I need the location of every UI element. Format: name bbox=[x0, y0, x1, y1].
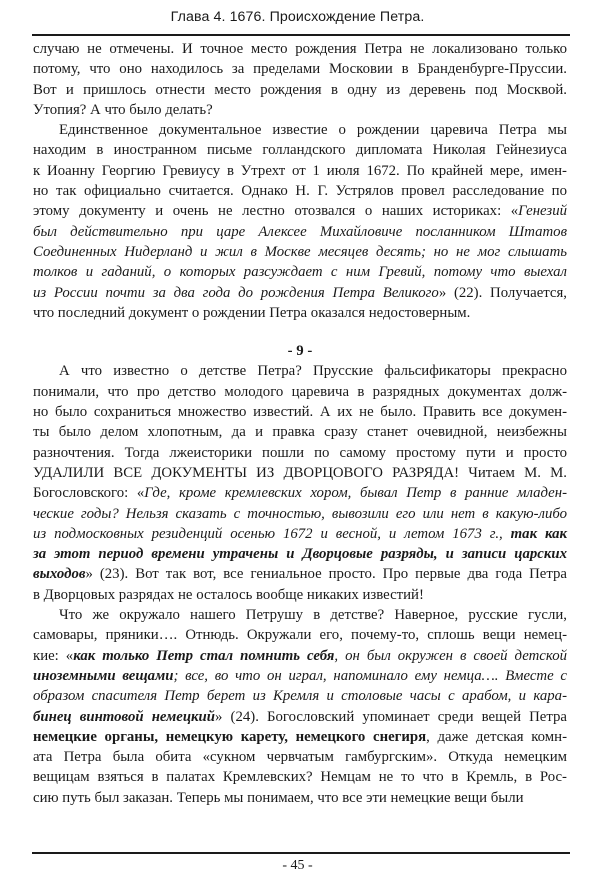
text-line bbox=[33, 39, 567, 59]
text-line bbox=[33, 201, 567, 221]
text-run: Единственное документальное известие о рождении царевича Петра мы bbox=[59, 122, 567, 139]
text-line bbox=[33, 483, 567, 503]
text-run: но было сохраниться множество известий. А их не было. Править все докумен- bbox=[33, 404, 567, 421]
text-run: самовары, пряники…. Отнюдь. Окружали его, почему-то, сплошь вещи немец- bbox=[33, 627, 567, 644]
text-line bbox=[33, 283, 567, 303]
text-line bbox=[33, 422, 567, 442]
page-body bbox=[33, 39, 567, 808]
text-run: ты было делом хлопотным, да и правка сразу станет очевидной, неизбежны bbox=[33, 424, 567, 441]
emphasized-text: бинец винтовой немецкий bbox=[33, 708, 216, 725]
text-line bbox=[33, 504, 567, 524]
emphasized-text: иноземными вещами bbox=[33, 667, 174, 684]
emphasized-text: Генезий bbox=[518, 203, 567, 220]
text-line bbox=[33, 303, 567, 323]
emphasized-text: образом спасителя Петр берет из Кремля и столовые часы с арабом, и кара- bbox=[33, 688, 567, 705]
emphasized-text: Где, кроме кремлевских хором, бывал Петр в ранние младен- bbox=[144, 485, 568, 502]
text-line bbox=[33, 59, 567, 79]
paragraph bbox=[33, 361, 567, 605]
text-run: , даже детская комн- bbox=[426, 728, 567, 745]
header-rule bbox=[32, 34, 570, 36]
emphasized-text: так как bbox=[510, 525, 568, 542]
text-line bbox=[33, 605, 567, 625]
text-line bbox=[33, 100, 567, 120]
text-line bbox=[33, 242, 567, 262]
text-run: » (23). Вот так вот, все гениальное просто. Про первые два года Петра bbox=[85, 566, 567, 583]
text-line bbox=[33, 788, 567, 808]
text-line bbox=[33, 361, 567, 381]
emphasized-text: Соединенных Нидерланд и жил в Москве месяцев десять; но не мог слышать bbox=[33, 243, 567, 260]
paragraph bbox=[33, 605, 567, 808]
text-line bbox=[33, 262, 567, 282]
text-run: потому, что оно находилось за пределами Московии в Бранденбурге-Пруссии. bbox=[33, 61, 567, 78]
running-head: Глава 4. 1676. Происхождение Петра. bbox=[170, 9, 425, 25]
text-line bbox=[33, 646, 567, 666]
text-line bbox=[33, 625, 567, 645]
text-line bbox=[33, 727, 567, 747]
text-run: Вот и пришлось отнести место рождения в одну из деревень под Москвой. bbox=[33, 81, 567, 98]
emphasized-text: немецкие органы, немецкую карету, немецкого снегиря bbox=[33, 728, 427, 745]
paragraph bbox=[33, 120, 567, 323]
text-line bbox=[33, 707, 567, 727]
text-line bbox=[33, 666, 567, 686]
emphasized-text: был действительно при царе Алексее Михайловиче посланником Штатов bbox=[33, 223, 567, 240]
text-run: но так официально считается. Однако Н. Г. Устрялов провел расследование по bbox=[33, 183, 567, 200]
text-run: Что же окружало нашего Петрушу в детстве? Наверное, русские гусли, bbox=[59, 607, 567, 624]
page-number: - 45 - bbox=[282, 858, 313, 873]
text-line bbox=[33, 120, 567, 140]
text-line bbox=[33, 747, 567, 767]
text-line bbox=[33, 80, 567, 100]
text-line bbox=[33, 686, 567, 706]
text-line bbox=[33, 181, 567, 201]
text-line bbox=[33, 140, 567, 160]
text-run: понимали, что про детство молодого царевича в разрядных документах долж- bbox=[33, 383, 567, 400]
text-line bbox=[33, 443, 567, 463]
section-gap bbox=[33, 323, 567, 341]
emphasized-text: за этот период времени утрачены и Дворцовые разряды, и записи царских bbox=[33, 546, 567, 563]
text-run: находим в иностранном письме голландского дипломата Николая Гейнезиуса bbox=[33, 142, 567, 159]
text-run: Утопия? А что было делать? bbox=[33, 101, 213, 118]
text-line bbox=[33, 544, 567, 564]
text-line bbox=[33, 463, 567, 483]
text-run: » (22). Получается, bbox=[438, 284, 567, 301]
emphasized-text: из подмосковных резиденций осенью 1672 и весной, и летом 1673 г., bbox=[33, 525, 511, 542]
text-line bbox=[33, 402, 567, 422]
section-number: - 9 - bbox=[287, 343, 313, 360]
emphasized-text: , он был окружен в своей детской bbox=[334, 647, 568, 664]
emphasized-text: как только Петр стал помнить себя bbox=[73, 647, 335, 664]
footer-rule bbox=[32, 852, 570, 854]
text-run: вещицам взяться в палатах Кремлевских? Немцам не то что в Кремль, в Рос- bbox=[33, 769, 567, 786]
text-run: к Иоанну Георгию Гревиусу в Утрехт от 1 июля 1672. По крайней мере, имен- bbox=[33, 162, 567, 179]
text-line bbox=[33, 222, 567, 242]
emphasized-text: ; все, во что он играл, напоминало ему немца…. Вместе с bbox=[173, 667, 567, 684]
text-line bbox=[33, 161, 567, 181]
text-run: этому документу и очень не лестно отозвался о наших историках: « bbox=[33, 203, 519, 220]
paragraph bbox=[33, 39, 567, 120]
text-run: разночтения. Тогда лжеисторики пошли по самому простому пути и просто bbox=[33, 444, 567, 461]
text-run: А что известно о детстве Петра? Прусские фальсификаторы прекрасно bbox=[59, 363, 567, 380]
text-run: УДАЛИЛИ ВСЕ ДОКУМЕНТЫ ИЗ ДВОРЦОВОГО РАЗРЯДА! Читаем М. М. bbox=[33, 464, 567, 481]
emphasized-text: толков и гаданий, о которых разсуждает с ним Гревий, потому что выехал bbox=[33, 264, 567, 281]
text-run: ата Петра была обита «сукном червчатым гамбургским». Откуда немецким bbox=[33, 749, 567, 766]
text-line bbox=[33, 767, 567, 787]
text-run: в Дворцовых разрядах не осталось вообще никаких известий! bbox=[33, 586, 424, 603]
text-line bbox=[33, 585, 567, 605]
text-line bbox=[33, 564, 567, 584]
emphasized-text: выходов bbox=[33, 566, 86, 583]
emphasized-text: ческие годы? Нельзя сказать с точностью, вывозили его или нет в какую-либо bbox=[33, 505, 567, 522]
text-run: кие: « bbox=[33, 647, 74, 664]
text-run: » (24). Богословский упоминает среди вещей Петра bbox=[215, 708, 567, 725]
text-line bbox=[33, 524, 567, 544]
text-run: что последний документ о рождении Петра оказался недостоверным. bbox=[33, 304, 471, 321]
text-run: случаю не отмечены. И точное место рождения Петра не локализовано только bbox=[33, 41, 567, 57]
text-run: Богословского: « bbox=[33, 485, 145, 502]
text-run: сию путь был заказан. Теперь мы понимаем, что все эти немецкие вещи были bbox=[33, 789, 524, 806]
emphasized-text: из России почти за два года до рождения Петра Великого bbox=[33, 284, 439, 301]
text-line bbox=[33, 382, 567, 402]
